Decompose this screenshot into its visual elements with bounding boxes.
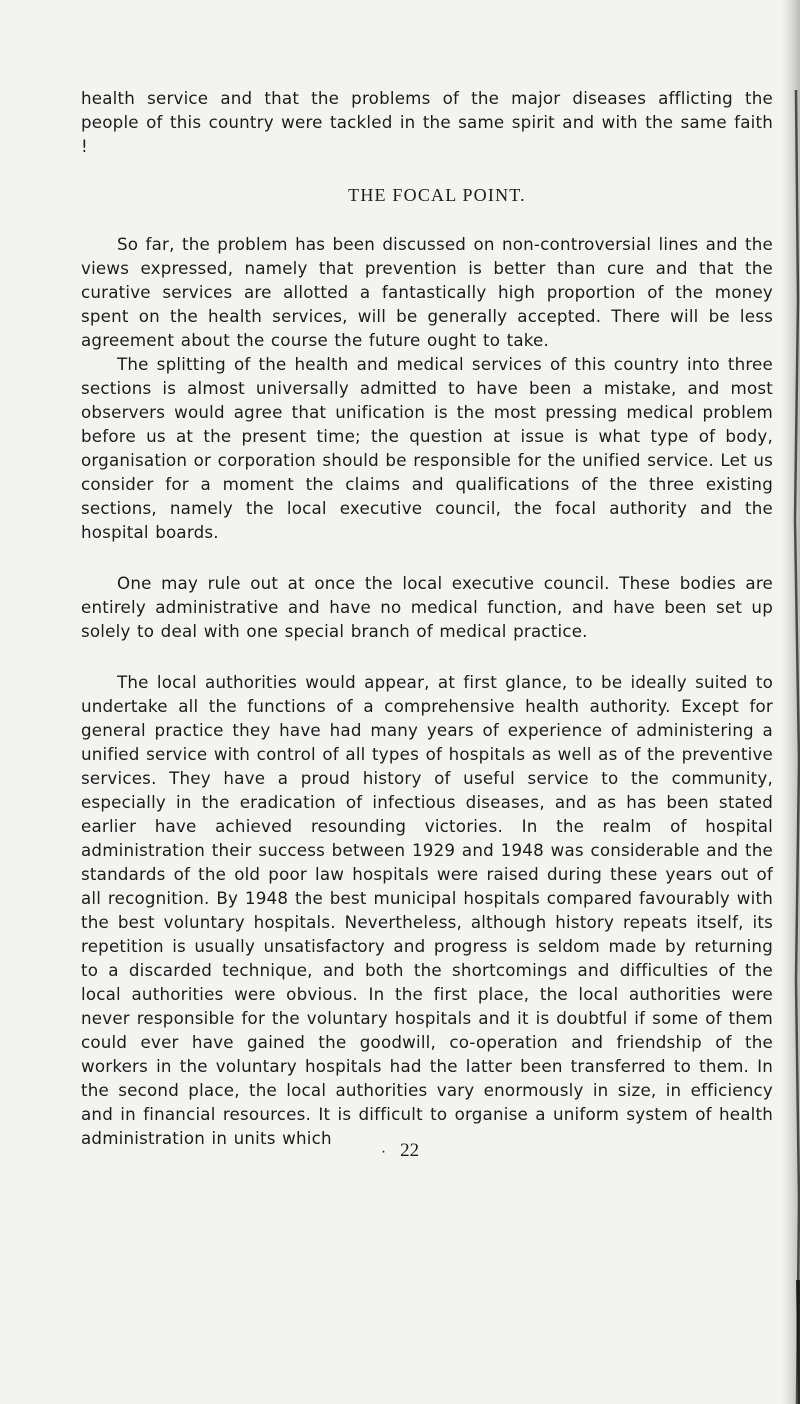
paragraph-3: One may rule out at once the local executive council. These bodies are entirely administrative and have no medical function, and have been set up solely to deal with one special branch of medical practice. [81, 573, 773, 641]
section-heading: THE FOCAL POINT. [348, 185, 526, 205]
page-number [0, 1140, 800, 1162]
paragraph-4: The local authorities would appear, at first glance, to be ideally suited to undertake all the functions of a comprehensive health authority. Except for general practice they have had many years of experience of administering a unified service with control of all types of hospitals as well as of the preventive services. They have a proud history of useful service to the community, especially in the eradication of infectious diseases, and as has been stated earlier have achieved resounding victories. In the realm of hospital administration their success between 1929 and 1948 was considerable and the standards of the old poor law hospitals were raised during these years out of all recognition. By 1948 the best municipal hospitals compared favourably with the best voluntary hospitals. Nevertheless, although history repeats itself, its repetition is usually unsatisfactory and progress is seldom made by returning to a discarded technique, and both the shortcomings and difficulties of the local authorities were obvious. In the first place, the local authorities were never responsible for the voluntary hospitals and it is doubtful if some of them could ever have gained the goodwill, co-operation and friendship of the workers in the voluntary hospitals had the latter been transferred to them. In the second place, the local authorities vary enormously in size, in efficiency and in financial resources. It is difficult to organise a uniform system of health administration in units which [81, 672, 773, 1148]
paragraph-2: The splitting of the health and medical services of this country into three sections is almost universally admitted to have been a mistake, and most observers would agree that unification is the most pressing medical problem before us at the present time; the question at issue is what type of body, organisation or corporation should be responsible for the unified service. Let us consider for a moment the claims and qualifications of the three existing sections, namely the local executive council, the focal authority and the hospital boards. [81, 354, 773, 542]
footer-mark: · [380, 1143, 387, 1160]
body-text [81, 86, 773, 1150]
scan-edge-shadow [778, 0, 800, 1404]
intro-paragraph: health service and that the problems of the major diseases afflicting the people of this country were tackled in the same spirit and with the same faith ! [81, 88, 773, 156]
page-number-value: 22 [400, 1140, 420, 1161]
paragraph-1: So far, the problem has been discussed on non-controversial lines and the views expressed, namely that prevention is better than cure and that the curative services are allotted a fantastically high proportion of the money spent on the health services, will be generally accepted. There will be less agreement about the course the future ought to take. [81, 234, 773, 350]
